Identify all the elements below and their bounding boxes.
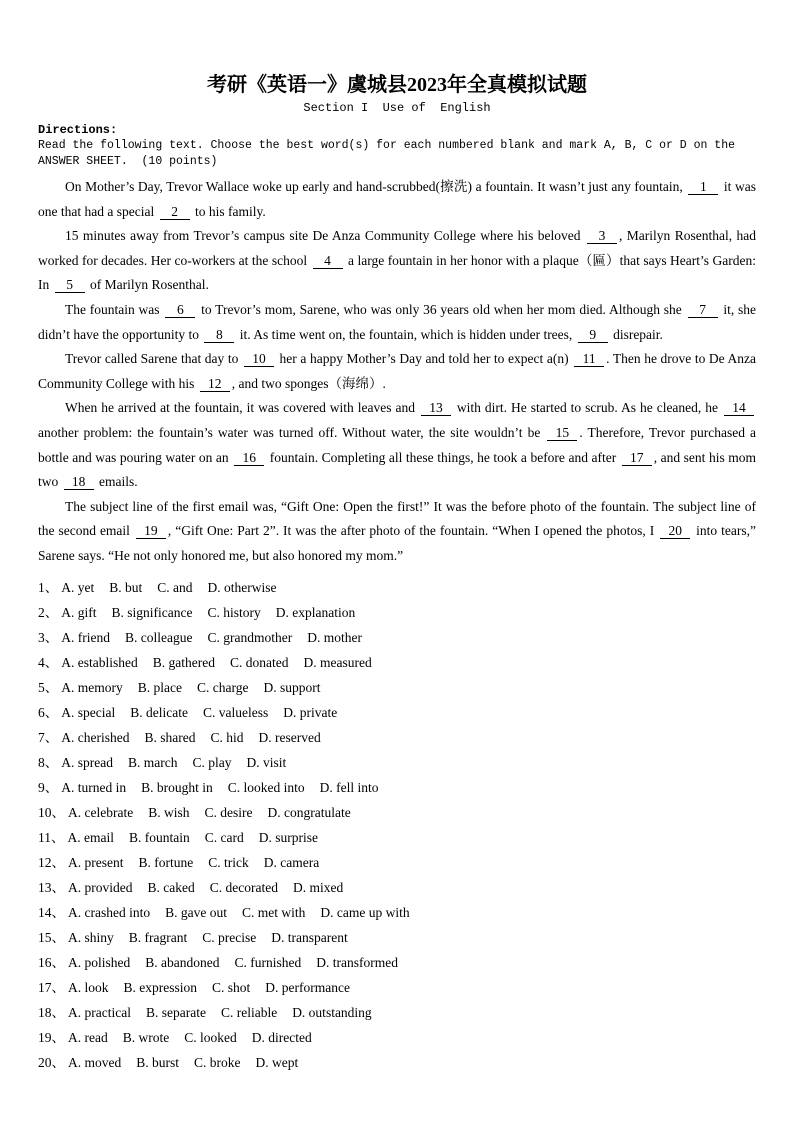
option-d: D. mother	[307, 629, 362, 645]
blank-20: 20	[660, 523, 690, 539]
question-number: 19、	[38, 1029, 65, 1045]
question-row-7	[38, 725, 756, 750]
blank-18: 18	[64, 474, 94, 490]
option-a: A. crashed into	[68, 904, 151, 920]
option-b: B. wrote	[122, 1029, 170, 1045]
directions-block	[38, 122, 756, 170]
option-a: A. special	[61, 704, 116, 720]
question-number: 4、	[38, 654, 59, 670]
question-row-19	[38, 1025, 756, 1050]
directions-label: Directions:	[38, 123, 118, 137]
question-number: 14、	[38, 904, 65, 920]
option-b: B. abandoned	[145, 954, 220, 970]
blank-19: 19	[136, 523, 166, 539]
passage	[38, 175, 756, 569]
question-number: 5、	[38, 679, 59, 695]
passage-paragraph: The fountain was 6 to Trevor’s mom, Sarene, who was only 36 years old when her mom died. Although she 7 it, she didn’t have the opportunity to 8 it. As time went on, the fountain, which is hidden under trees, 9 disrepair.	[38, 301, 757, 342]
option-d: D. reserved	[258, 729, 321, 745]
blank-10: 10	[244, 351, 274, 367]
blank-2: 2	[160, 204, 190, 220]
option-c: C. broke	[194, 1054, 241, 1070]
question-list	[38, 575, 756, 1075]
option-c: C. shot	[212, 979, 251, 995]
blank-16: 16	[234, 450, 264, 466]
option-d: D. transformed	[316, 954, 398, 970]
option-c: C. desire	[204, 804, 253, 820]
question-row-20	[38, 1050, 756, 1075]
question-number: 6、	[38, 704, 59, 720]
question-row-3	[38, 625, 756, 650]
question-row-4	[38, 650, 756, 675]
option-a: A. look	[68, 979, 109, 995]
option-a: A. spread	[61, 754, 113, 770]
option-d: D. came up with	[320, 904, 410, 920]
question-row-14	[38, 900, 756, 925]
directions-line: Read the following text. Choose the best word(s) for each numbered blank and mark A, B, C or D on the	[38, 139, 736, 152]
option-c: C. card	[204, 829, 244, 845]
option-c: C. donated	[229, 654, 289, 670]
option-b: B. fountain	[129, 829, 190, 845]
blank-17: 17	[622, 450, 652, 466]
option-c: C. and	[157, 579, 193, 595]
question-row-1	[38, 575, 756, 600]
option-d: D. fell into	[319, 779, 379, 795]
option-b: B. burst	[136, 1054, 180, 1070]
option-a: A. memory	[61, 679, 123, 695]
option-d: D. camera	[263, 854, 320, 870]
option-d: D. outstanding	[292, 1004, 372, 1020]
option-b: B. expression	[123, 979, 197, 995]
option-c: C. decorated	[209, 879, 278, 895]
question-row-5	[38, 675, 756, 700]
blank-7: 7	[688, 302, 718, 318]
option-d: D. directed	[251, 1029, 312, 1045]
question-row-16	[38, 950, 756, 975]
option-a: A. established	[61, 654, 138, 670]
passage-paragraph: On Mother’s Day, Trevor Wallace woke up early and hand-scrubbed(擦洗) a fountain. It wasn’t just any fountain, 1 it was one that had a special 2 to his family.	[38, 179, 756, 219]
blank-5: 5	[55, 277, 85, 293]
question-row-10	[38, 800, 756, 825]
question-number: 1、	[38, 579, 59, 595]
option-d: D. mixed	[292, 879, 344, 895]
option-c: C. reliable	[220, 1004, 278, 1020]
question-row-11	[38, 825, 756, 850]
directions-line: ANSWER SHEET. (10 points)	[38, 155, 218, 168]
blank-11: 11	[574, 351, 604, 367]
option-a: A. read	[68, 1029, 108, 1045]
option-c: C. charge	[196, 679, 249, 695]
option-d: D. private	[283, 704, 338, 720]
option-d: D. measured	[303, 654, 372, 670]
option-b: B. separate	[145, 1004, 206, 1020]
question-row-9	[38, 775, 756, 800]
option-a: A. email	[67, 829, 114, 845]
question-number: 20、	[38, 1054, 65, 1070]
blank-15: 15	[547, 425, 577, 441]
option-b: B. but	[109, 579, 143, 595]
question-row-12	[38, 850, 756, 875]
blank-3: 3	[587, 228, 617, 244]
question-number: 3、	[38, 629, 59, 645]
option-b: B. shared	[144, 729, 196, 745]
option-b: B. caked	[147, 879, 195, 895]
option-a: A. provided	[68, 879, 133, 895]
question-number: 13、	[38, 879, 65, 895]
question-number: 7、	[38, 729, 59, 745]
option-b: B. gathered	[152, 654, 215, 670]
blank-13: 13	[421, 400, 451, 416]
question-number: 10、	[38, 804, 65, 820]
option-b: B. delicate	[130, 704, 188, 720]
option-b: B. significance	[111, 604, 193, 620]
option-d: D. support	[263, 679, 321, 695]
page-title: 考研《英语一》虞城县2023年全真模拟试题	[207, 74, 587, 96]
option-b: B. brought in	[141, 779, 213, 795]
option-b: B. fragrant	[128, 929, 188, 945]
question-number: 8、	[38, 754, 59, 770]
option-c: C. grandmother	[207, 629, 293, 645]
option-b: B. march	[127, 754, 178, 770]
question-number: 11、	[38, 829, 65, 845]
question-row-2	[38, 600, 756, 625]
option-c: C. looked into	[227, 779, 305, 795]
option-b: B. wish	[148, 804, 190, 820]
question-number: 2、	[38, 604, 59, 620]
option-a: A. gift	[61, 604, 97, 620]
question-number: 9、	[38, 779, 59, 795]
question-row-8	[38, 750, 756, 775]
blank-12: 12	[200, 376, 230, 392]
question-row-17	[38, 975, 756, 1000]
option-b: B. gave out	[165, 904, 227, 920]
passage-paragraph: When he arrived at the fountain, it was covered with leaves and 13 with dirt. He started to scrub. As he cleaned, he 14 another problem: the fountain’s water was turned off. Without water, the site wouldn’t be 15 . Therefore, Trevor purchased a bottle and was pouring water on an 16 fountain. Completing all these things, he took a before and after 17 , and sent his mom two 18 emails.	[38, 400, 757, 490]
option-a: A. practical	[68, 1004, 131, 1020]
passage-paragraph: Trevor called Sarene that day to 10 her a happy Mother’s Day and told her to expect a(n) 11 . Then he drove to De Anza Community College with his 12 , and two sponges（海绵）.	[38, 351, 756, 391]
option-d: D. surprise	[258, 829, 318, 845]
question-row-13	[38, 875, 756, 900]
question-row-18	[38, 1000, 756, 1025]
option-c: C. furnished	[234, 954, 302, 970]
option-a: A. polished	[68, 954, 131, 970]
option-d: D. performance	[265, 979, 350, 995]
passage-paragraph: The subject line of the first email was, “Gift One: Open the first!” It was the before photo of the fountain. The subject line of the second email 19 , “Gift One: Part 2”. It was the after photo of the fountain. “When I opened the photos, I 20 into tears,” Sarene says. “He not only honored me, but also honored my mom.”	[38, 498, 757, 563]
option-b: B. place	[137, 679, 182, 695]
option-b: B. colleague	[124, 629, 193, 645]
option-c: C. history	[207, 604, 261, 620]
option-c: C. met with	[241, 904, 306, 920]
option-a: A. shiny	[68, 929, 114, 945]
question-number: 18、	[38, 1004, 65, 1020]
option-c: C. hid	[210, 729, 244, 745]
blank-1: 1	[688, 179, 718, 195]
option-c: C. valueless	[202, 704, 269, 720]
option-a: A. friend	[61, 629, 110, 645]
option-a: A. yet	[61, 579, 95, 595]
option-d: D. visit	[246, 754, 287, 770]
question-row-6	[38, 700, 756, 725]
option-c: C. play	[192, 754, 232, 770]
question-number: 15、	[38, 929, 65, 945]
option-d: D. explanation	[275, 604, 356, 620]
blank-4: 4	[313, 253, 343, 269]
question-number: 16、	[38, 954, 65, 970]
question-number: 17、	[38, 979, 65, 995]
option-d: D. congratulate	[267, 804, 351, 820]
option-a: A. celebrate	[68, 804, 134, 820]
option-c: C. trick	[208, 854, 249, 870]
blank-14: 14	[724, 400, 754, 416]
question-number: 12、	[38, 854, 65, 870]
option-a: A. cherished	[61, 729, 130, 745]
option-a: A. turned in	[61, 779, 127, 795]
option-b: B. fortune	[138, 854, 194, 870]
option-a: A. moved	[68, 1054, 122, 1070]
passage-paragraph: 15 minutes away from Trevor’s campus site De Anza Community College where his beloved 3 , Marilyn Rosenthal, had worked for decades. Her co-workers at the school 4 a large fountain in her honor with a plaque（匾）that says Heart’s Garden: In 5 of Marilyn Rosenthal.	[38, 228, 756, 293]
option-d: D. transparent	[271, 929, 348, 945]
option-c: C. precise	[202, 929, 257, 945]
blank-9: 9	[578, 327, 608, 343]
option-c: C. looked	[184, 1029, 237, 1045]
option-d: D. wept	[255, 1054, 299, 1070]
blank-8: 8	[204, 327, 234, 343]
option-d: D. otherwise	[207, 579, 277, 595]
option-a: A. present	[68, 854, 124, 870]
blank-6: 6	[165, 302, 195, 318]
section-heading: Section I Use of English	[303, 101, 491, 115]
question-row-15	[38, 925, 756, 950]
